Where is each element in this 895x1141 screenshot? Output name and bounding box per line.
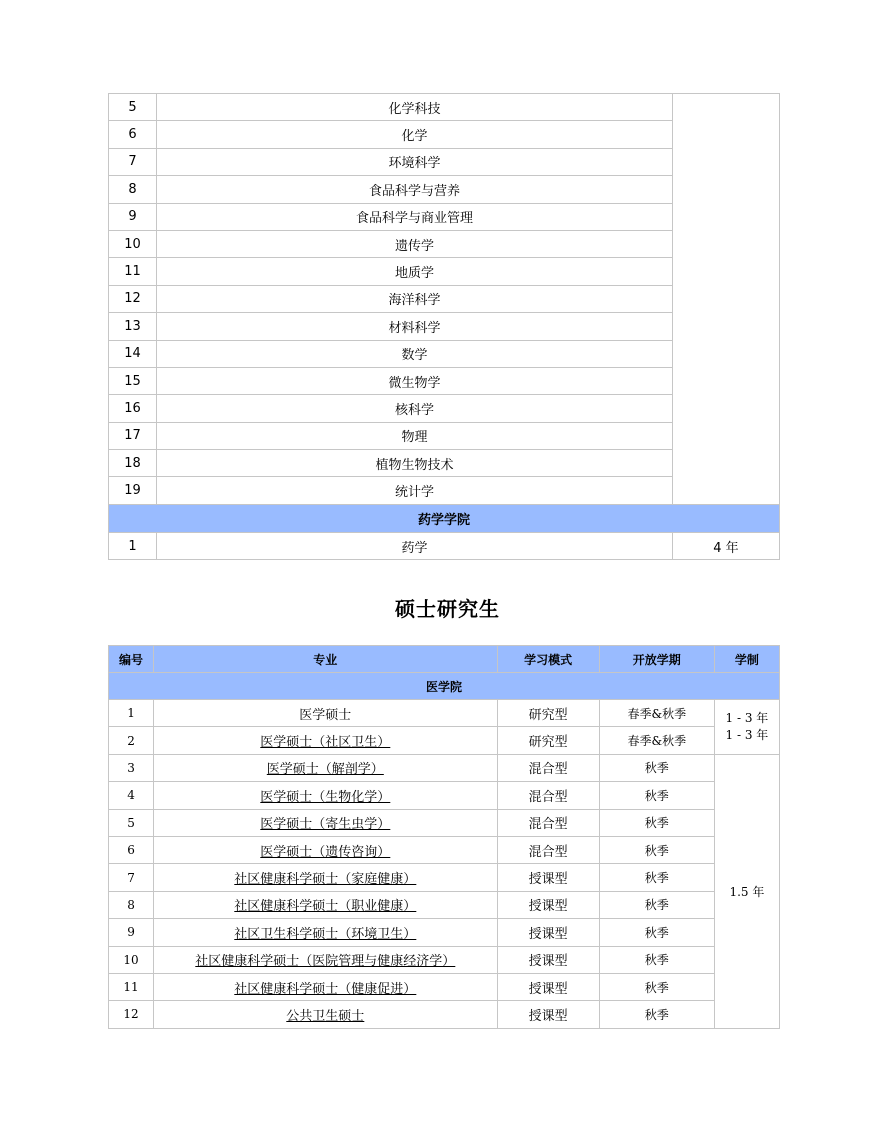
major-name: 化学 bbox=[157, 121, 673, 148]
open-term: 春季&秋季 bbox=[599, 727, 714, 754]
major-link[interactable]: 医学硕士（寄生虫学） bbox=[260, 817, 391, 833]
major-name[interactable] bbox=[154, 782, 498, 809]
row-number: 16 bbox=[109, 395, 157, 422]
study-mode: 研究型 bbox=[497, 727, 599, 754]
major-link[interactable]: 医学硕士（生物化学） bbox=[260, 789, 391, 805]
section-header-row bbox=[109, 504, 780, 532]
major-link[interactable]: 社区健康科学硕士（健康促进） bbox=[234, 981, 417, 997]
open-term: 秋季 bbox=[599, 754, 714, 781]
undergrad-program-table bbox=[108, 93, 780, 560]
major-name: 食品科学与营养 bbox=[157, 176, 673, 203]
major-name[interactable] bbox=[154, 754, 498, 781]
open-term: 秋季 bbox=[599, 891, 714, 918]
open-term: 秋季 bbox=[599, 973, 714, 1000]
header-duration: 学制 bbox=[714, 646, 779, 673]
study-mode: 混合型 bbox=[497, 782, 599, 809]
table-row bbox=[109, 836, 780, 863]
study-mode: 授课型 bbox=[497, 973, 599, 1000]
table-row bbox=[109, 864, 780, 891]
major-name[interactable] bbox=[154, 809, 498, 836]
row-number: 3 bbox=[109, 754, 154, 781]
open-term: 秋季 bbox=[599, 782, 714, 809]
row-number: 18 bbox=[109, 450, 157, 477]
header-num: 编号 bbox=[109, 646, 154, 673]
open-term: 春季&秋季 bbox=[599, 700, 714, 727]
row-number: 2 bbox=[109, 727, 154, 754]
section-title-pharmacy: 药学学院 bbox=[109, 504, 780, 532]
major-name: 食品科学与商业管理 bbox=[157, 203, 673, 230]
table-row bbox=[109, 782, 780, 809]
major-link[interactable]: 社区卫生科学硕士（环境卫生） bbox=[234, 926, 417, 942]
masters-section-title: 硕士研究生 bbox=[395, 597, 500, 621]
major-link[interactable]: 社区健康科学硕士（医院管理与健康经济学） bbox=[195, 954, 456, 970]
duration-value: 1.5 年 bbox=[714, 754, 779, 1028]
major-link[interactable]: 医学硕士（社区卫生） bbox=[260, 735, 391, 751]
study-mode: 授课型 bbox=[497, 891, 599, 918]
row-number: 7 bbox=[109, 148, 157, 175]
row-number: 8 bbox=[109, 891, 154, 918]
open-term: 秋季 bbox=[599, 946, 714, 973]
major-name[interactable] bbox=[154, 1001, 498, 1028]
duration-value: 4 年 bbox=[672, 532, 779, 559]
table-row bbox=[109, 1001, 780, 1028]
row-number: 4 bbox=[109, 782, 154, 809]
row-number: 10 bbox=[109, 946, 154, 973]
major-name: 环境科学 bbox=[157, 148, 673, 175]
study-mode: 混合型 bbox=[497, 809, 599, 836]
study-mode: 授课型 bbox=[497, 946, 599, 973]
table-row bbox=[109, 946, 780, 973]
table-row bbox=[109, 727, 780, 754]
major-name[interactable] bbox=[154, 919, 498, 946]
open-term: 秋季 bbox=[599, 864, 714, 891]
major-name: 微生物学 bbox=[157, 367, 673, 394]
open-term: 秋季 bbox=[599, 809, 714, 836]
row-number: 6 bbox=[109, 836, 154, 863]
table-row bbox=[109, 700, 780, 727]
duration-cell-empty bbox=[672, 94, 779, 505]
duration-cell bbox=[714, 700, 779, 755]
major-name[interactable] bbox=[154, 864, 498, 891]
major-name: 材料科学 bbox=[157, 313, 673, 340]
row-number: 19 bbox=[109, 477, 157, 504]
table-row bbox=[109, 891, 780, 918]
open-term: 秋季 bbox=[599, 919, 714, 946]
row-number: 11 bbox=[109, 258, 157, 285]
study-mode: 授课型 bbox=[497, 1001, 599, 1028]
major-name[interactable] bbox=[154, 973, 498, 1000]
major-name[interactable] bbox=[154, 727, 498, 754]
major-name: 地质学 bbox=[157, 258, 673, 285]
major-link[interactable]: 医学硕士（解剖学） bbox=[266, 762, 384, 778]
major-name: 化学科技 bbox=[157, 94, 673, 121]
row-number: 7 bbox=[109, 864, 154, 891]
row-number: 14 bbox=[109, 340, 157, 367]
row-number: 1 bbox=[109, 700, 154, 727]
major-name: 核科学 bbox=[157, 395, 673, 422]
header-major: 专业 bbox=[154, 646, 498, 673]
major-name: 药学 bbox=[157, 532, 673, 559]
major-name: 遗传学 bbox=[157, 230, 673, 257]
row-number: 5 bbox=[109, 809, 154, 836]
row-number: 15 bbox=[109, 367, 157, 394]
table-row bbox=[109, 809, 780, 836]
row-number: 9 bbox=[109, 919, 154, 946]
major-name bbox=[154, 700, 498, 727]
study-mode: 混合型 bbox=[497, 836, 599, 863]
major-name: 统计学 bbox=[157, 477, 673, 504]
table-row bbox=[109, 919, 780, 946]
major-link[interactable]: 社区健康科学硕士（职业健康） bbox=[234, 899, 417, 915]
table-row bbox=[109, 973, 780, 1000]
major-link[interactable]: 医学硕士（遗传咨询） bbox=[260, 844, 391, 860]
table-header-row bbox=[109, 646, 780, 673]
table-row bbox=[109, 754, 780, 781]
major-name: 植物生物技术 bbox=[157, 450, 673, 477]
major-link[interactable]: 公共卫生硕士 bbox=[286, 1008, 365, 1024]
major-text: 医学硕士 bbox=[299, 707, 352, 723]
study-mode: 研究型 bbox=[497, 700, 599, 727]
major-name[interactable] bbox=[154, 946, 498, 973]
row-number: 6 bbox=[109, 121, 157, 148]
header-mode: 学习模式 bbox=[497, 646, 599, 673]
header-term: 开放学期 bbox=[599, 646, 714, 673]
duration-value: 1 - 3 年 bbox=[725, 727, 769, 742]
row-number: 12 bbox=[109, 285, 157, 312]
major-name: 数学 bbox=[157, 340, 673, 367]
open-term: 秋季 bbox=[599, 836, 714, 863]
row-number: 13 bbox=[109, 313, 157, 340]
row-number: 1 bbox=[109, 532, 157, 559]
study-mode: 混合型 bbox=[497, 754, 599, 781]
section-title-medicine: 医学院 bbox=[109, 673, 780, 700]
masters-program-table bbox=[108, 645, 780, 1029]
open-term: 秋季 bbox=[599, 1001, 714, 1028]
row-number: 17 bbox=[109, 422, 157, 449]
major-name[interactable] bbox=[154, 891, 498, 918]
major-link[interactable]: 社区健康科学硕士（家庭健康） bbox=[234, 872, 417, 888]
study-mode: 授课型 bbox=[497, 919, 599, 946]
row-number: 12 bbox=[109, 1001, 154, 1028]
row-number: 10 bbox=[109, 230, 157, 257]
major-name: 物理 bbox=[157, 422, 673, 449]
row-number: 11 bbox=[109, 973, 154, 1000]
row-number: 5 bbox=[109, 94, 157, 121]
major-name[interactable] bbox=[154, 836, 498, 863]
study-mode: 授课型 bbox=[497, 864, 599, 891]
section-header-row bbox=[109, 673, 780, 700]
duration-value: 1 - 3 年 bbox=[725, 710, 769, 725]
row-number: 9 bbox=[109, 203, 157, 230]
table-row bbox=[109, 532, 780, 559]
major-name: 海洋科学 bbox=[157, 285, 673, 312]
table-row bbox=[109, 94, 780, 121]
row-number: 8 bbox=[109, 176, 157, 203]
